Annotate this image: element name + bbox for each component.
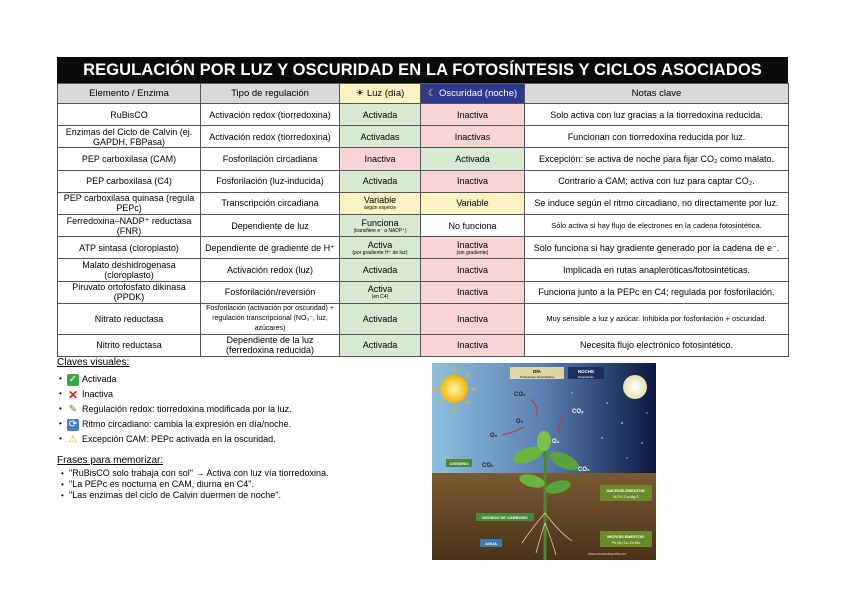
cell-notes: Funciona junto a la PEPc en C4; regulada por fosforilación. <box>525 281 789 303</box>
cell-enzyme: Piruvato ortofosfato dikinasa (PPDK) <box>58 281 201 303</box>
moon-icon: ☾ <box>427 87 437 99</box>
cell-type: Activación redox (luz) <box>201 259 340 281</box>
cell-day: Variable según especie <box>340 192 421 214</box>
table-row <box>58 303 789 334</box>
svg-text:N,P,K,Ca,Mg,S: N,P,K,Ca,Mg,S <box>613 495 639 499</box>
svg-text:AGUA: AGUA <box>485 541 497 546</box>
memo-item: • "RuBisCO solo trabaja con sol" → Activa con luz vía tiorredoxina. <box>57 468 329 479</box>
legend-item: • ⟳ Ritmo circadiano: cambia la expresión en día/noche. <box>57 417 292 432</box>
svg-text:O₂: O₂ <box>490 433 498 439</box>
cell-type: Fosforilación (luz-inducida) <box>201 170 340 192</box>
memo-title: Frases para memorizar: <box>57 455 164 466</box>
table-row <box>58 104 789 126</box>
cell-type: Fosforilación circadiana <box>201 148 340 170</box>
cell-night: Variable <box>421 192 525 214</box>
table-row <box>58 148 789 170</box>
legend-title: Claves visuales: <box>57 357 130 368</box>
header-day: ☀ Luz (día) <box>340 84 421 104</box>
cell-night: Inactiva <box>421 281 525 303</box>
cell-day: Activadas <box>340 126 421 148</box>
header-night: ☾ Oscuridad (noche) <box>421 84 525 104</box>
legend-item: • ✎ Regulación redox: tiorredoxina modificada por la luz. <box>57 402 292 417</box>
cell-night: Inactiva <box>421 303 525 334</box>
cell-notes: Funcionan con tiorredoxina reducida por luz. <box>525 126 789 148</box>
header-type: Tipo de regulación <box>201 84 340 104</box>
svg-text:O₂: O₂ <box>516 419 524 425</box>
sun-icon <box>440 375 468 403</box>
cell-enzyme: ATP sintasa (cloroplasto) <box>58 237 201 259</box>
cell-enzyme: PEP carboxilasa (CAM) <box>58 148 201 170</box>
table-row <box>58 259 789 281</box>
cell-type: Transcripción circadiana <box>201 192 340 214</box>
cross-icon: ✕ <box>67 387 79 402</box>
cell-day: Activa (por gradiente H⁺ de luz) <box>340 237 421 259</box>
cell-type: Dependiente de gradiente de H⁺ <box>201 237 340 259</box>
cell-type: Activación redox (tiorredoxina) <box>201 104 340 126</box>
regulation-table <box>57 83 789 357</box>
cell-night: Inactiva <box>421 259 525 281</box>
svg-text:MICROELEMENTOS:: MICROELEMENTOS: <box>607 535 645 539</box>
memo-item: • "Las enzimas del ciclo de Calvin duermen de noche". <box>57 490 329 501</box>
check-icon: ✓ <box>68 373 78 385</box>
moon-icon <box>623 375 647 399</box>
cell-notes: Contrario a CAM; activa con luz para captar CO₂. <box>525 170 789 192</box>
memo-item: • "La PEPc es nocturna en CAM, diurna en C4". <box>57 479 329 490</box>
svg-text:CO₂: CO₂ <box>482 463 494 469</box>
svg-text:O₂: O₂ <box>552 439 560 445</box>
svg-text:OXÍGENO: OXÍGENO <box>449 461 469 466</box>
cell-type: Activación redox (tiorredoxina) <box>201 126 340 148</box>
cell-night: Activada <box>421 148 525 170</box>
cell-enzyme: Nitrato reductasa <box>58 303 201 334</box>
svg-text:NOCHE: NOCHE <box>577 369 595 374</box>
legend-item: • ✓ Activada <box>57 372 292 387</box>
cell-type: Fosforilación (activación por oscuridad) + regulación transcripcional (NO₃⁻, luz, azúcares) <box>201 303 340 334</box>
svg-text:Productores fotosintéticos: Productores fotosintéticos <box>519 375 555 379</box>
cell-notes: Necesita flujo electrónico fotosintético. <box>525 334 789 356</box>
cell-night: No funciona <box>421 214 525 236</box>
cell-night: Inactiva <box>421 170 525 192</box>
cell-notes: Solo funciona si hay gradiente generado por la cadena de e⁻. <box>525 237 789 259</box>
cell-notes: Solo activa con luz gracias a la tiorredoxina reducida. <box>525 104 789 126</box>
table-row <box>58 237 789 259</box>
table-row <box>58 170 789 192</box>
cell-night: Inactiva <box>421 334 525 356</box>
photosynthesis-illustration <box>432 363 656 560</box>
page-title: REGULACIÓN POR LUZ Y OSCURIDAD EN LA FOTOSÍNTESIS Y CICLOS ASOCIADOS <box>57 57 788 83</box>
svg-text:DIÓXIDO DE CARBONO: DIÓXIDO DE CARBONO <box>482 515 528 520</box>
svg-text:DÍA: DÍA <box>533 369 541 374</box>
cell-enzyme: Ferredoxina–NADP⁺ reductasa (FNR) <box>58 214 201 236</box>
cell-day: Activada <box>340 170 421 192</box>
cell-day: Inactiva <box>340 148 421 170</box>
pencil-icon: ✎ <box>68 403 78 415</box>
cell-notes: Muy sensible a luz y azúcar. Inhibida por fosforilación + oscuridad. <box>525 303 789 334</box>
header-notes: Notas clave <box>525 84 789 104</box>
memorize-phrases <box>57 455 329 501</box>
svg-text:MACROELEMENTOS:: MACROELEMENTOS: <box>606 489 646 493</box>
legend-item: • ✕ Inactiva <box>57 387 292 402</box>
cell-enzyme: RuBisCO <box>58 104 201 126</box>
header-enzyme: Elemento / Enzima <box>58 84 201 104</box>
cell-day: Funciona (transfiere e⁻ a NADP⁺) <box>340 214 421 236</box>
table-row <box>58 126 789 148</box>
cell-enzyme: PEP carboxilasa (C4) <box>58 170 201 192</box>
svg-text:CO₂: CO₂ <box>578 467 590 473</box>
svg-text:www.mundodeportivo.es: www.mundodeportivo.es <box>588 552 627 556</box>
legend-item: • ⚠ Excepción CAM: PEPc activada en la oscuridad. <box>57 432 292 447</box>
cell-type: Dependiente de la luz (ferredoxina reducida) <box>201 334 340 356</box>
sun-icon: ☀ <box>355 87 365 99</box>
cycle-icon: ⟳ <box>68 418 78 430</box>
table-row <box>58 214 789 236</box>
table-row <box>58 334 789 356</box>
cell-day: Activada <box>340 104 421 126</box>
table-row <box>58 281 789 303</box>
cell-notes: Excepción: se activa de noche para fijar CO₂ como malato. <box>525 148 789 170</box>
table-header-row <box>58 84 789 104</box>
cell-notes: Implicada en rutas anapleróticas/fotosintéticas. <box>525 259 789 281</box>
cell-enzyme: Nitrito reductasa <box>58 334 201 356</box>
cell-day: Activada <box>340 334 421 356</box>
svg-text:Fe,Mn,Cu,Zn,Mo: Fe,Mn,Cu,Zn,Mo <box>611 541 641 545</box>
svg-text:Respiración: Respiración <box>578 375 594 379</box>
cell-night: Inactivas <box>421 126 525 148</box>
cell-enzyme: PEP carboxilasa quinasa (regula PEPc) <box>58 192 201 214</box>
cell-night: Inactiva <box>421 104 525 126</box>
cell-day: Activada <box>340 259 421 281</box>
cell-notes: Se induce según el ritmo circadiano, no directamente por luz. <box>525 192 789 214</box>
table-row <box>58 192 789 214</box>
warning-icon: ⚠ <box>68 433 78 445</box>
cell-enzyme: Enzimas del Ciclo de Calvin (ej. GAPDH, FBPasa) <box>58 126 201 148</box>
cell-day: Activada <box>340 303 421 334</box>
visual-keys <box>57 357 292 447</box>
cell-day: Activa (en C4) <box>340 281 421 303</box>
cell-night: Inactiva (sin gradiente) <box>421 237 525 259</box>
cell-notes: Sólo activa si hay flujo de electrones en la cadena fotosintética. <box>525 214 789 236</box>
svg-text:CO₂: CO₂ <box>572 409 584 415</box>
cell-type: Dependiente de luz <box>201 214 340 236</box>
svg-text:CO₂: CO₂ <box>514 392 526 398</box>
cell-enzyme: Malato deshidrogenasa (cloroplasto) <box>58 259 201 281</box>
cell-type: Fosforilación/reversión <box>201 281 340 303</box>
